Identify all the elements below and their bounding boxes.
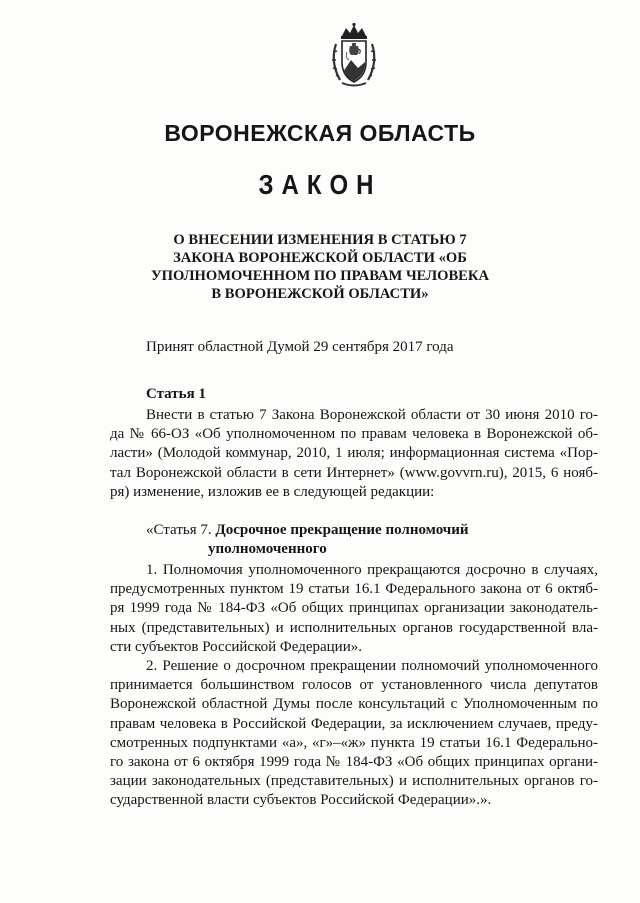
law-title-line: В ВОРОНЕЖСКОЙ ОБЛАСТИ» (211, 286, 429, 302)
text-line: смотренных подпунктами «а», «г»–«ж» пункта 19 статьи 16.1 Федерально- (110, 734, 598, 751)
text-line: 1. Полномочия уполномоченного прекращаются досрочно в случаях, (146, 562, 598, 578)
article-7-title-cont: уполномоченного (208, 541, 327, 557)
text-line: 2. Решение о досрочном прекращении полномочий уполномоченного (146, 658, 598, 674)
article-7-prefix: «Статья 7. (146, 522, 212, 538)
law-title-line: О ВНЕСЕНИИ ИЗМЕНЕНИЯ В СТАТЬЮ 7 (173, 232, 467, 248)
article-7-heading (146, 521, 469, 559)
text-line: да № 66-ОЗ «Об уполномоченном по правам человека в Воронежской об- (110, 426, 598, 443)
law-title-line: ЗАКОНА ВОРОНЕЖСКОЙ ОБЛАСТИ «ОБ (173, 250, 467, 266)
article-1-heading: Статья 1 (146, 386, 206, 402)
law-title (80, 231, 560, 303)
text-line: Внести в статью 7 Закона Воронежской области от 30 июня 2010 го- (146, 407, 598, 423)
text-line: сти субъектов Российской Федерации». (110, 638, 362, 655)
adoption-date: Принят областной Думой 29 сентября 2017 года (146, 339, 454, 355)
document-type: ЗАКОН (258, 169, 382, 201)
article-1-text (110, 406, 598, 502)
text-line: зации законодательных (представительных) и исполнительных органов го- (110, 773, 598, 790)
text-line: ных (представительных) и исполнительных органов государственной вла- (110, 619, 598, 636)
text-line: тал Воронежской области в сети Интернет» (www.govvrn.ru), 2015, 6 нояб- (110, 464, 598, 481)
coat-of-arms-icon (328, 22, 380, 88)
article-7-paragraph-2 (110, 657, 598, 811)
text-line: принимается большинством голосов от установленного числа депутатов (110, 677, 598, 694)
law-title-line: УПОЛНОМОЧЕННОМ ПО ПРАВАМ ЧЕЛОВЕКА (150, 268, 490, 284)
text-line: правам человека в Российской Федерации, за исключением случаев, преду- (110, 715, 598, 732)
text-line: предусмотренных пунктом 19 статьи 16.1 Федерального закона от 6 октяб- (110, 581, 598, 598)
text-line: сударственной власти субъектов Российской Федерации».». (110, 792, 492, 809)
text-line: ря 1999 года № 184-ФЗ «Об общих принципах организации законодатель- (110, 600, 598, 617)
region-title: ВОРОНЕЖСКАЯ ОБЛАСТЬ (164, 120, 476, 146)
text-line: ря) изменение, изложив ее в следующей редакции: (110, 483, 435, 500)
text-line: го закона от 6 октября 1999 года № 184-ФЗ «Об общих принципах органи- (110, 754, 598, 771)
article-7-title: Досрочное прекращение полномочий (215, 522, 469, 538)
article-7-paragraph-1 (110, 561, 598, 657)
text-line: Воронежской областной Думы после консультаций с Уполномоченным по (110, 696, 598, 713)
text-line: ласти» (Молодой коммунар, 2010, 1 июля; информационная система «Пор- (110, 445, 598, 462)
